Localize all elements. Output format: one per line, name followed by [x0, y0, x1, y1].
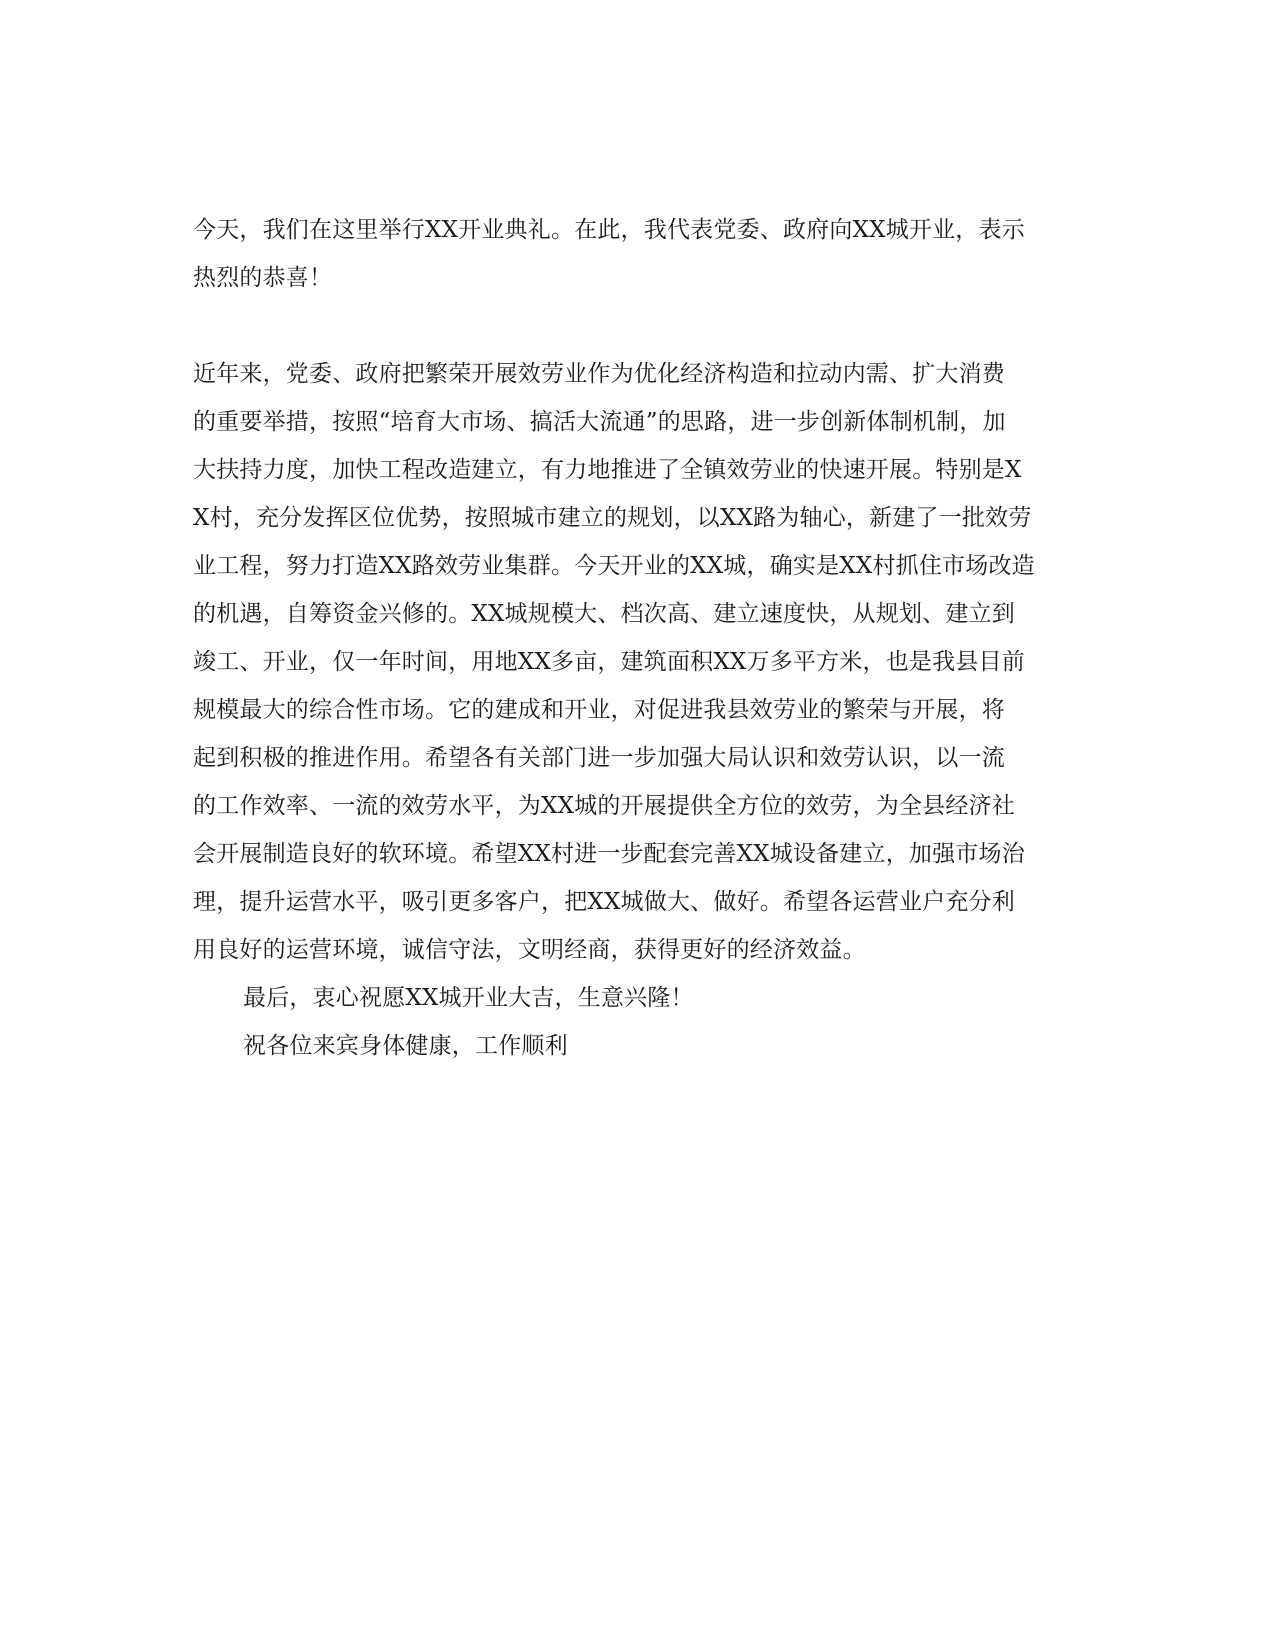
- text-line: 大扶持力度，加快工程改造建立，有力地推进了全镇效劳业的快速开展。特别是X: [193, 457, 1022, 483]
- paragraph-closing-wishes: [193, 974, 1073, 1022]
- text-line: 的重要举措，按照“培育大市场、搞活大流通”的思路，进一步创新体制机制，加: [193, 409, 1006, 435]
- paragraph-main: [193, 350, 1073, 974]
- text-line: 的机遇，自筹资金兴修的。XX城规模大、档次高、建立速度快，从规划、建立到: [193, 601, 1015, 627]
- text-line: 今天，我们在这里举行XX开业典礼。在此，我代表党委、政府向XX城开业，表示: [193, 217, 1025, 243]
- paragraph-opening: [193, 206, 1073, 302]
- text-line: 近年来，党委、政府把繁荣开展效劳业作为优化经济构造和拉动内需、扩大消费: [193, 361, 1005, 387]
- text-line: 会开展制造良好的软环境。希望XX村进一步配套完善XX城设备建立，加强市场治: [193, 841, 1025, 867]
- text-line: 的工作效率、一流的效劳水平，为XX城的开展提供全方位的效劳，为全县经济社: [193, 793, 1015, 819]
- paragraph-gap: [193, 302, 1073, 350]
- closing-line: 最后，衷心祝愿XX城开业大吉，生意兴隆！: [243, 985, 694, 1011]
- text-line: 起到积极的推进作用。希望各有关部门进一步加强大局认识和效劳认识，以一流: [193, 745, 1005, 771]
- text-line: 规模最大的综合性市场。它的建成和开业，对促进我县效劳业的繁荣与开展，将: [193, 697, 1005, 723]
- text-line: 用良好的运营环境，诚信守法，文明经商，获得更好的经济效益。: [193, 937, 866, 963]
- document-body: [193, 206, 1073, 1070]
- text-line: 业工程，努力打造XX路效劳业集群。今天开业的XX城，确实是XX村抓住市场改造: [193, 553, 1035, 579]
- text-line: 理，提升运营水平，吸引更多客户，把XX城做大、做好。希望各运营业户充分利: [193, 889, 1015, 915]
- text-line: 竣工、开业，仅一年时间，用地XX多亩，建筑面积XX万多平方米，也是我县目前: [193, 649, 1025, 675]
- closing-line: 祝各位来宾身体健康，工作顺利: [243, 1033, 568, 1059]
- paragraph-closing-greeting: [193, 1022, 1073, 1070]
- text-line: X村，充分发挥区位优势，按照城市建立的规划，以XX路为轴心，新建了一批效劳: [193, 505, 1032, 531]
- text-line: 热烈的恭喜！: [193, 265, 333, 291]
